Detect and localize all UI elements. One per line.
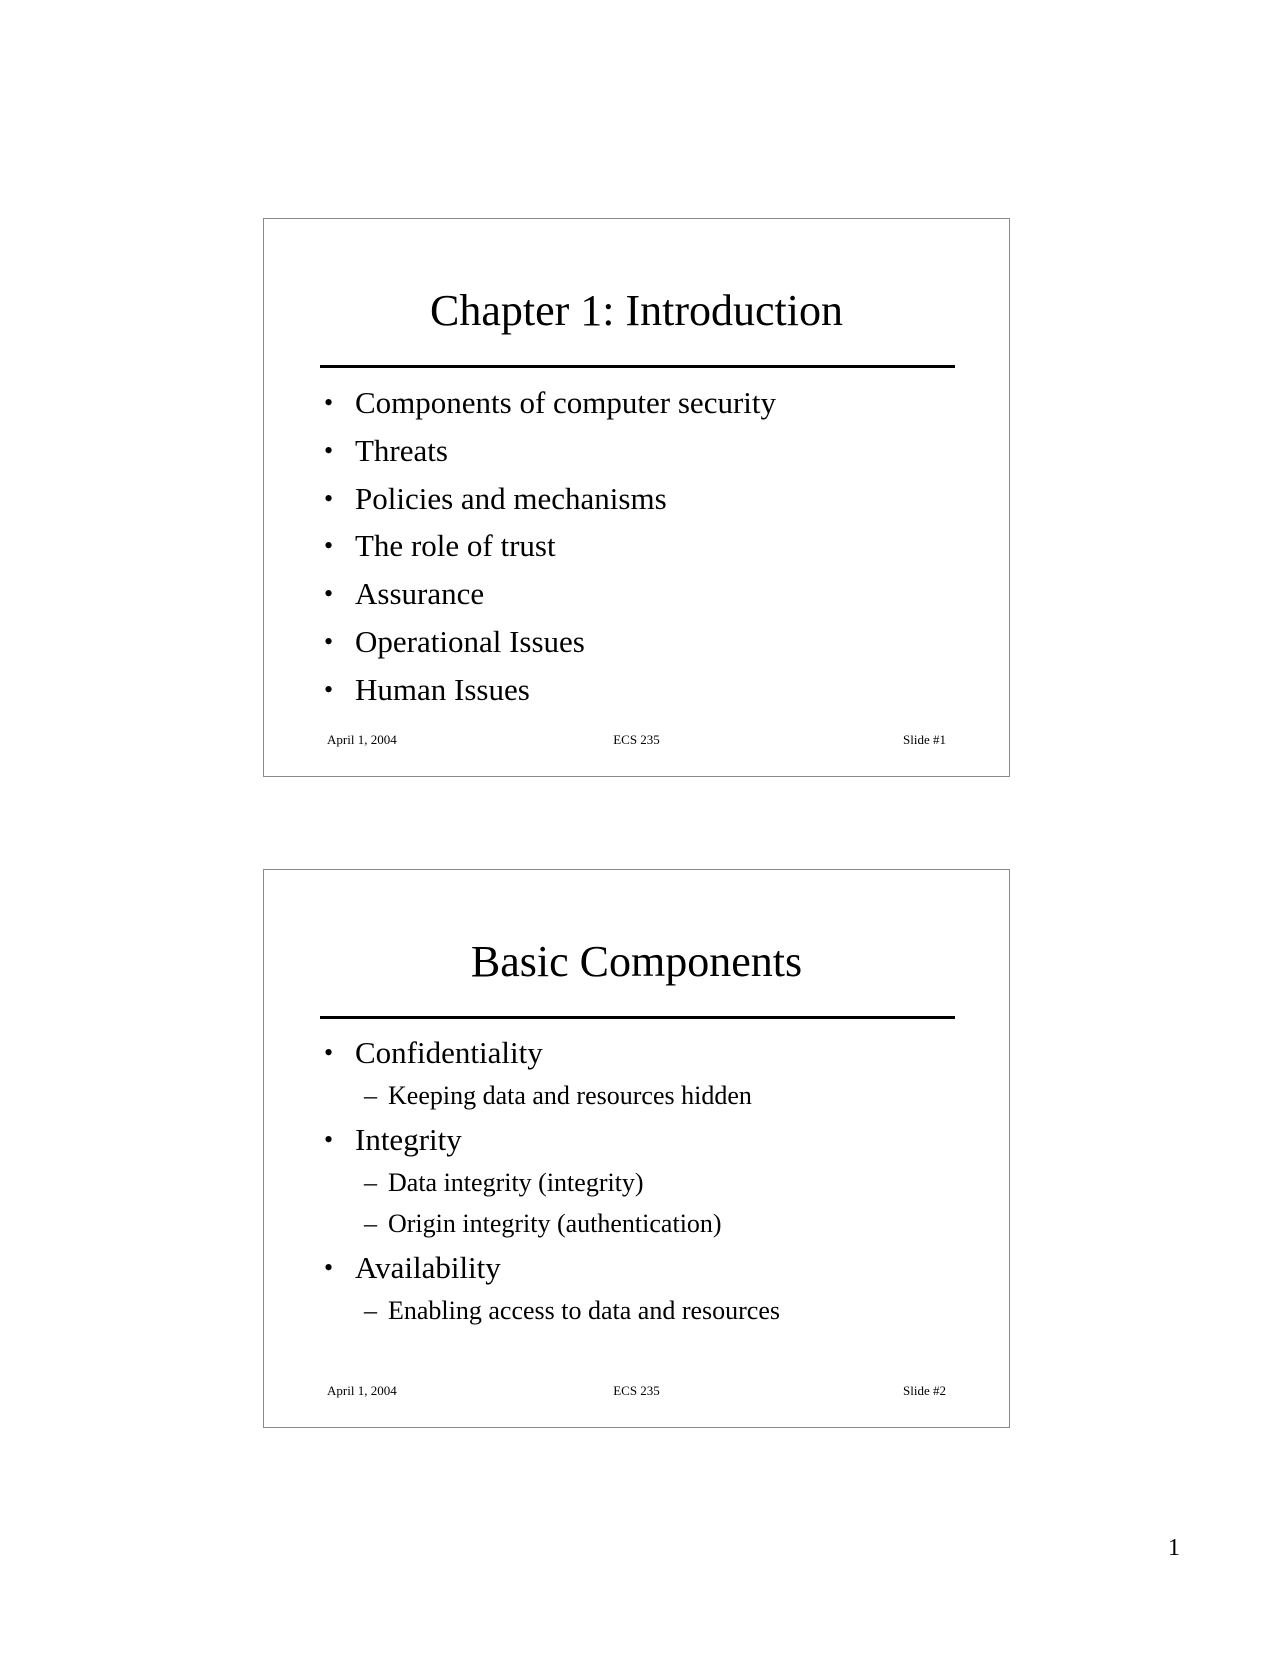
bullet-item <box>264 379 1009 427</box>
dash-icon: – <box>364 1081 377 1110</box>
bullet-icon: • <box>324 1252 334 1282</box>
bullet-item <box>264 522 1009 570</box>
footer-slide-number: Slide #1 <box>903 732 946 747</box>
bullet-icon: • <box>324 1038 334 1067</box>
sub-bullet-item <box>264 1075 1009 1117</box>
bullet-text: Availability <box>355 1249 501 1285</box>
footer-slide-number: Slide #2 <box>903 1383 946 1398</box>
dash-icon: – <box>364 1167 377 1197</box>
bullet-item <box>264 475 1009 523</box>
bullet-text: Threats <box>355 432 448 468</box>
title-underline <box>320 365 955 368</box>
bullet-icon: • <box>324 674 334 704</box>
bullet-item <box>264 1030 1009 1075</box>
bullet-icon: • <box>324 1124 334 1154</box>
bullet-item <box>264 666 1009 714</box>
bullet-item <box>264 570 1009 618</box>
bullet-icon: • <box>324 483 334 513</box>
sub-bullet-item <box>264 1290 1009 1332</box>
bullet-icon: • <box>324 388 334 417</box>
bullet-text: The role of trust <box>355 528 556 564</box>
bullet-icon: • <box>324 531 334 561</box>
bullet-list <box>264 1030 1009 1331</box>
bullet-text: Human Issues <box>355 671 530 707</box>
slide-footer <box>264 732 1009 748</box>
bullet-item <box>264 618 1009 666</box>
sub-bullet-item <box>264 1162 1009 1204</box>
sub-bullet-item <box>264 1203 1009 1245</box>
bullet-item <box>264 1245 1009 1290</box>
bullet-icon: • <box>324 626 334 656</box>
slide-1 <box>263 218 1010 777</box>
bullet-icon: • <box>324 435 334 465</box>
footer-date: April 1, 2004 <box>327 1383 397 1398</box>
page-number: 1 <box>1168 1535 1180 1561</box>
sub-bullet-text: Enabling access to data and resources <box>388 1295 781 1325</box>
sub-bullet-text: Origin integrity (authentication) <box>388 1209 722 1238</box>
footer-date: April 1, 2004 <box>327 732 397 747</box>
bullet-text: Confidentiality <box>355 1035 543 1070</box>
footer-course: ECS 235 <box>613 1383 660 1398</box>
bullet-list <box>264 379 1009 714</box>
sub-bullet-text: Keeping data and resources hidden <box>388 1081 752 1110</box>
slide-2 <box>263 869 1010 1428</box>
sub-bullet-text: Data integrity (integrity) <box>388 1167 644 1197</box>
slide-title: Chapter 1: Introduction <box>429 286 843 335</box>
bullet-item <box>264 1117 1009 1162</box>
title-underline <box>320 1016 955 1019</box>
bullet-icon: • <box>324 579 334 609</box>
bullet-text: Integrity <box>355 1121 462 1157</box>
slide-footer <box>264 1383 1009 1399</box>
dash-icon: – <box>364 1209 377 1238</box>
bullet-text: Operational Issues <box>355 623 585 659</box>
slide-title: Basic Components <box>470 937 803 986</box>
bullet-text: Components of computer security <box>355 385 776 420</box>
bullet-text: Policies and mechanisms <box>355 480 667 516</box>
bullet-text: Assurance <box>355 576 485 612</box>
footer-course: ECS 235 <box>613 732 660 747</box>
bullet-item <box>264 427 1009 475</box>
dash-icon: – <box>364 1295 377 1325</box>
